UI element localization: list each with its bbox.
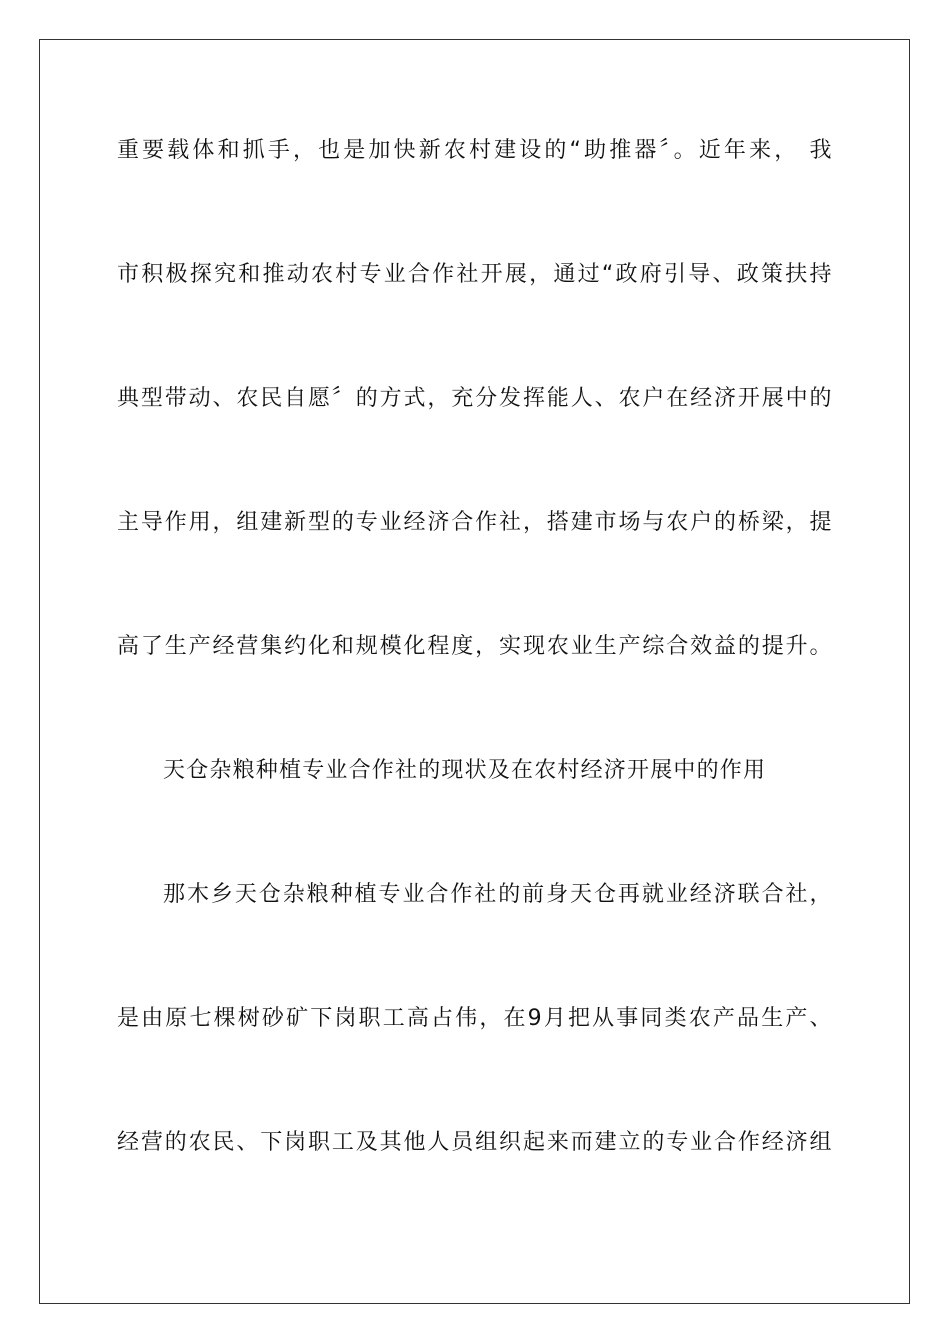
body-text-line-8: 是由原七棵树砂矿下岗职工高占伟，在9月把从事同类农产品生产、 [117,1006,833,1031]
body-text-line-9: 经营的农民、下岗职工及其他人员组织起来而建立的专业合作经济组 [117,1130,833,1155]
section-heading: 天仓杂粮种植专业合作社的现状及在农村经济开展中的作用 [163,758,767,783]
body-text-line-4: 主导作用，组建新型的专业经济合作社，搭建市场与农户的桥梁，提 [117,510,833,535]
body-text-line-3: 典型带动、农民自愿〞的方式，充分发挥能人、农户在经济开展中的 [117,386,833,411]
body-text-line-2: 市积极探究和推动农村专业合作社开展，通过“政府引导、政策扶持 [117,262,833,287]
body-text-line-7: 那木乡天仓杂粮种植专业合作社的前身天仓再就业经济联合社， [163,882,833,907]
page-border [39,39,910,1304]
body-text-line-5: 高了生产经营集约化和规模化程度，实现农业生产综合效益的提升。 [117,634,833,659]
body-text-line-1: 重要载体和抓手，也是加快新农村建设的“助推器〞。近年来， 我 [117,138,833,163]
